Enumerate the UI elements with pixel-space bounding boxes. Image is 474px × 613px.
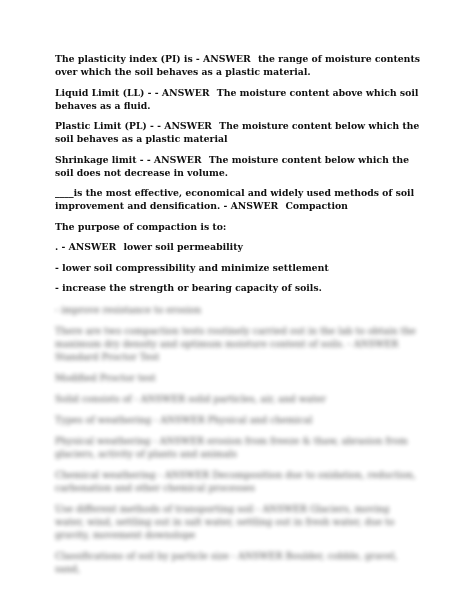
blurred-paragraph: Modified Proctor test [55, 373, 156, 384]
question-text: ____is the most effective, economical and widely used methods of soil improvement and densification. - ANSWER [55, 188, 415, 212]
blurred-paragraph: Classifications of soil by particle size - ANSWER Boulder, cobble, gravel, sand, [55, 551, 398, 575]
blurred-paragraph: Use different methods of transporting soil - ANSWER Glaciers, moving water, wind, settling out in salt water, settling out in fresh water, due to gravity, movement downslope [55, 504, 395, 541]
blurred-paragraph: Solid consists of - ANSWER solid particles, air, and water [55, 394, 326, 405]
answer-text: The moisture content below which the soil does not decrease in volume. [55, 154, 410, 179]
question-text: Shrinkage limit - - ANSWER [55, 154, 202, 166]
answer-text: The moisture content above which soil behaves as a fluid. [55, 87, 419, 112]
document-body [55, 53, 420, 584]
qa-paragraph [55, 187, 420, 213]
answer-text: Compaction [285, 201, 348, 212]
blurred-paragraph: Chemical weathering - ANSWER Decomposition due to oxidation, reduction, carbonation and other chemical processes [55, 470, 416, 494]
qa-paragraph [55, 262, 420, 275]
blurred-paragraph: Types of weathering - ANSWER Physical and chemical [55, 415, 313, 426]
answer-text: the range of moisture contents over which the soil behaves as a plastic material. [55, 54, 420, 78]
qa-paragraph [55, 53, 420, 79]
question-text: Liquid Limit (LL) - - ANSWER [55, 87, 210, 99]
question-text: Plastic Limit (PL) - - ANSWER [55, 121, 212, 132]
qa-paragraph [55, 282, 420, 295]
blurred-paragraph: There are two compaction tests routinely carried out in the lab to obtain the maximum dry density and optimum moisture content of soils. - ANSWER Standard Proctor Test [55, 326, 416, 363]
question-text: The purpose of compaction is to: [55, 221, 227, 233]
qa-paragraph [55, 241, 420, 254]
qa-paragraph [55, 221, 420, 234]
blurred-paragraph: Physical weathering - ANSWER erosion from freeze & thaw, abrasion from glaciers, activity of plants and animals [55, 436, 408, 460]
question-text: - lower soil compressibility and minimize settlement [55, 262, 329, 274]
qa-paragraph [55, 154, 420, 180]
blurred-preview-section [55, 304, 420, 576]
answer-text: The moisture content below which the soil behaves as a plastic material [55, 121, 420, 145]
qa-paragraph [55, 120, 420, 146]
qa-paragraph [55, 87, 420, 113]
blurred-paragraph: - improve resistance to erosion [55, 305, 202, 316]
question-text: - increase the strength or bearing capacity of soils. [55, 283, 322, 294]
question-text: . - ANSWER [55, 242, 117, 253]
visible-section [55, 53, 420, 295]
answer-text: lower soil permeability [123, 242, 243, 253]
question-text: The plasticity index (PI) is - ANSWER [55, 54, 251, 65]
